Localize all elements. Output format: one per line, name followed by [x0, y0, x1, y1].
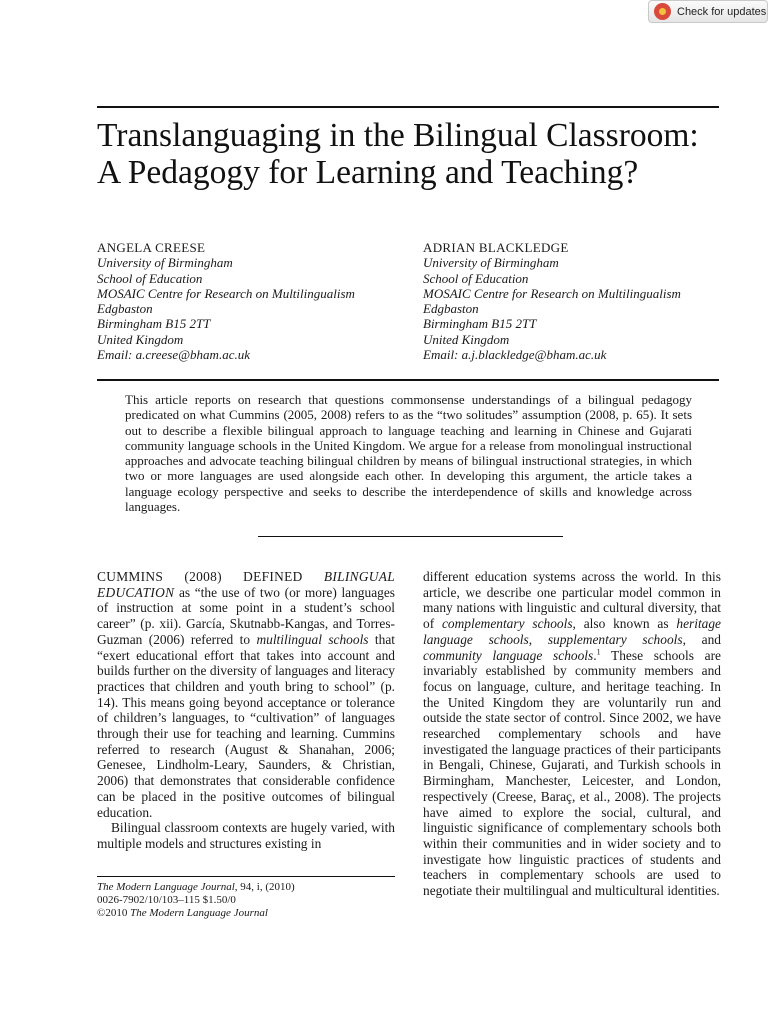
- article-title: Translanguaging in the Bilingual Classroom: A Pedagogy for Learning and Teaching?: [97, 117, 699, 191]
- check-for-updates-button[interactable]: [648, 0, 768, 23]
- emphasis: heritage language schools: [423, 616, 721, 647]
- emphasis: multilingual schools: [256, 631, 369, 647]
- author-affiliation-line: United Kingdom: [423, 331, 510, 347]
- author-affiliation-line: United Kingdom: [97, 331, 184, 347]
- author-affiliation-line: University of Birmingham: [97, 255, 233, 271]
- body-column-left: [97, 569, 395, 852]
- body-paragraph: [97, 569, 395, 820]
- author-name: ADRIAN BLACKLEDGE: [423, 240, 569, 255]
- abstract: This article reports on research that questions commonsense understandings of a bilingual pedagogy predicated on what Cummins (2005, 2008) refers to as the “two solitudes” assumption (2008, p. 65). It sets out to describe a flexible bilingual approach to language teaching and learning in Chinese and Gujarati community language schools in the United Kingdom. We argue for a release from monolingual instructional approaches and advocate teaching bilingual children by means of bilingual instructional strategies, in which two or more languages are used alongside each other. In developing this argument, the article takes a language ecology perspective and seeks to describe the interdependence of skills and knowledge across languages.: [125, 392, 692, 515]
- author-block: [97, 240, 397, 362]
- abstract-top-rule: [97, 379, 719, 381]
- copyright-line: [97, 907, 395, 920]
- emphasis: supplementary schools: [547, 631, 683, 647]
- emphasis: community language schools: [423, 647, 594, 663]
- author-block: [423, 240, 723, 362]
- body-text: These schools are invariably established by community members and focus on language, culture, and heritage teaching. In the United Kingdom they are voluntarily run and outside the state sector of control. Since 2002, we have researched complementary schools and have investigated the language practices of their participants in Bengali, Chinese, Gujarati, and Turkish schools in Birmingham, Manchester, Leicester, and London, respectively (Creese, Baraç, et al., 2008). The projects have aimed to explore the social, cultural, and linguistic significance of complementary schools both within their communities and in wider society and to investigate how linguistic practices of students and teachers in complementary schools are used to negotiate their multilingual and multicultural identities.: [423, 647, 721, 899]
- citation-footer: [97, 881, 395, 921]
- body-text: .: [593, 647, 597, 663]
- body-paragraph: [423, 569, 721, 899]
- author-email: Email: a.j.blackledge@bham.ac.uk: [423, 347, 607, 363]
- author-email: Email: a.creese@bham.ac.uk: [97, 347, 250, 363]
- journal-issue: , 94, i, (2010): [234, 881, 295, 893]
- body-text: as “the use of two (or more) languages of instruction at some point in a student’s school career” (p. xii). García, Skutnabb-Kangas, and Torres-Guzman (2006) referred to: [97, 584, 395, 647]
- body-text: different education systems across the world. In this article, we describe one particular model common in many nations with linguistic and cultural diversity, that of: [423, 569, 721, 632]
- author-affiliation-line: School of Education: [97, 270, 203, 286]
- opening-lead: CUMMINS (2008) DEFINED: [97, 569, 324, 584]
- emphasis: complementary schools,: [441, 616, 576, 632]
- issn-price: 0026-7902/10/103–115 $1.50/0: [97, 894, 236, 907]
- top-rule: [97, 106, 719, 108]
- body-text: that “exert educational effort that takes into account and builds further on the diversity of languages and literacy practices that children and youth bring to school” (p. 14). This means going beyond acceptance or tolerance of children’s languages, to “cultivation” of languages through their use for teaching and learning. Cummins referred to research (August & Shanahan, 2006; Genesee, Lindholm-Leary, Saunders, & Christian, 2006) that demonstrates that considerable confidence can be placed in the positive outcomes of bilingual education.: [97, 631, 395, 820]
- author-affiliation-line: Edgbaston: [97, 301, 153, 317]
- author-affiliation-line: MOSAIC Centre for Research on Multilingualism: [97, 285, 355, 301]
- check-for-updates-label: Check for updates: [677, 5, 767, 18]
- copyright-prefix: ©2010: [97, 907, 131, 920]
- crossmark-icon: [654, 3, 671, 20]
- body-text: ,: [528, 631, 548, 647]
- footer-rule: [97, 876, 395, 877]
- abstract-bottom-rule: [258, 536, 563, 537]
- author-affiliation-line: School of Education: [423, 270, 529, 286]
- author-affiliation-line: Edgbaston: [423, 301, 479, 317]
- footnote-marker[interactable]: 1: [596, 647, 601, 657]
- citation-line: [97, 881, 395, 894]
- author-name: ANGELA CREESE: [97, 240, 206, 255]
- body-paragraph: Bilingual classroom contexts are hugely varied, with multiple models and structures existing in: [97, 820, 395, 851]
- body-text: also known as: [575, 616, 677, 632]
- author-affiliation-line: MOSAIC Centre for Research on Multilingualism: [423, 285, 681, 301]
- author-affiliation-line: Birmingham B15 2TT: [423, 316, 537, 332]
- body-text: , and: [682, 631, 721, 647]
- author-affiliation-line: Birmingham B15 2TT: [97, 316, 211, 332]
- opening-lead-emphasis: BILINGUAL EDUCATION: [97, 569, 395, 600]
- journal-name: The Modern Language Journal: [97, 881, 235, 893]
- author-affiliation-line: University of Birmingham: [423, 255, 559, 271]
- copyright-journal: The Modern Language Journal: [130, 907, 268, 920]
- body-column-right: [423, 569, 721, 899]
